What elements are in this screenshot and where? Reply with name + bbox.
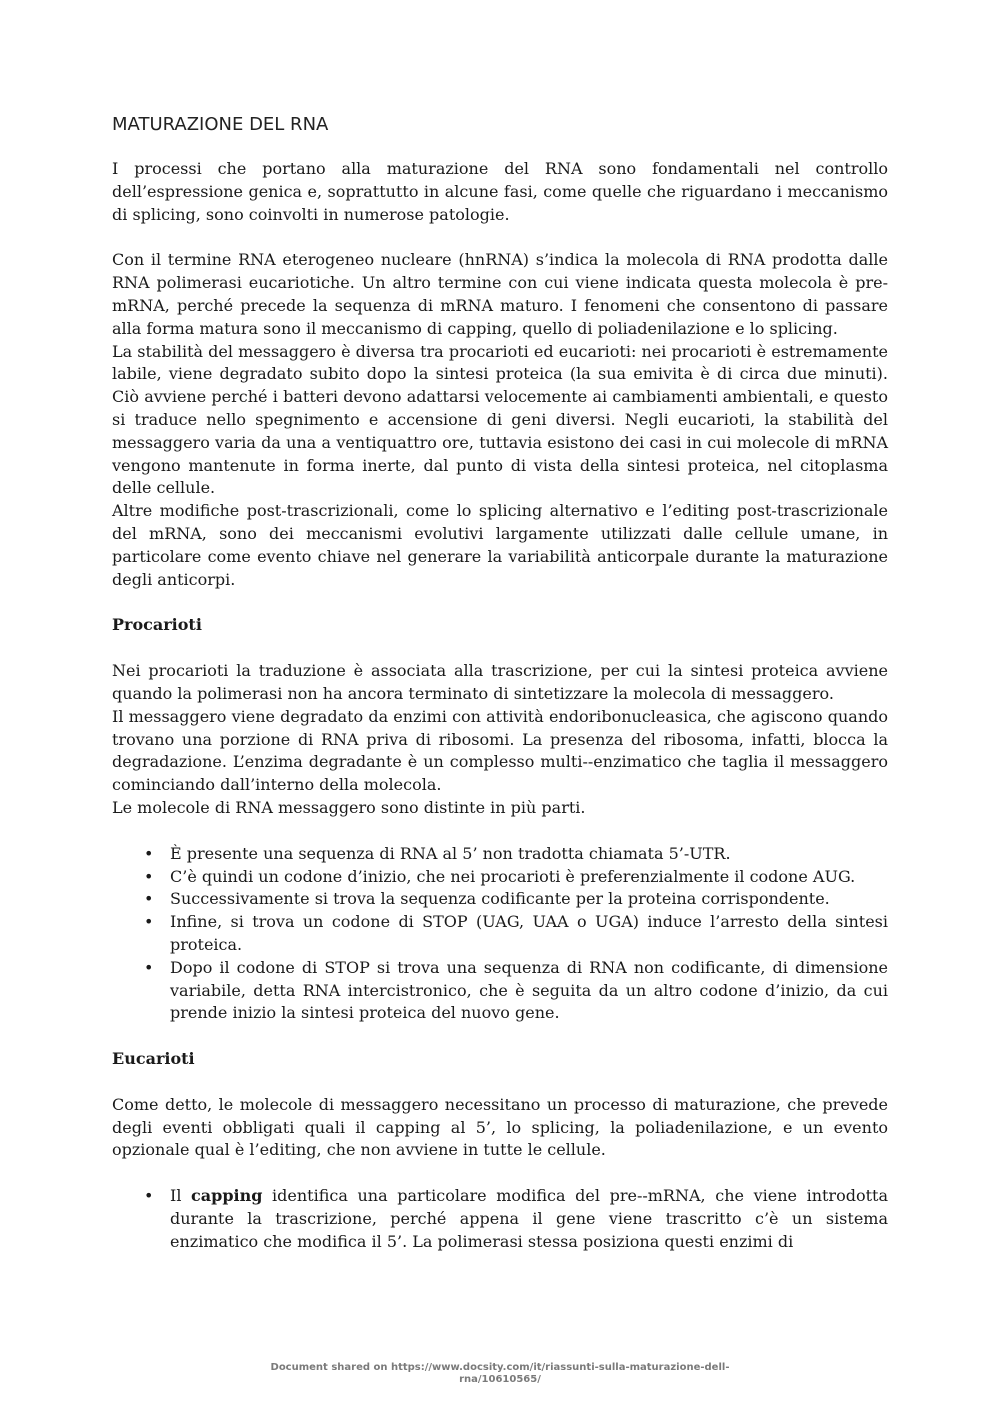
list-item-text: Infine, si trova un codone di STOP (UAG, UAA o UGA) induce l’arresto della sintesi proteica.: [170, 912, 888, 954]
spacer: [112, 226, 888, 249]
list-item: [144, 957, 888, 1025]
spacer: [112, 820, 888, 843]
eucarioti-bullet-list: [112, 1185, 888, 1253]
procarioti-paragraph: Le molecole di RNA messaggero sono distinte in più parti.: [112, 797, 586, 817]
procarioti-bullet-list: [112, 843, 888, 1025]
bullet-icon: •: [144, 866, 154, 886]
spacer: [112, 1162, 888, 1185]
list-item-text: Successivamente si trova la sequenza codificante per la proteina corrispondente.: [170, 889, 830, 909]
list-item-text: C’è quindi un codone d’inizio, che nei procarioti è preferenzialmente il codone AUG.: [170, 866, 856, 886]
list-item-text: È presente una sequenza di RNA al 5’ non tradotta chiamata 5’-UTR.: [170, 843, 731, 863]
hnrna-paragraph: Con il termine RNA eterogeneo nucleare (hnRNA) s’indica la molecola di RNA prodotta dalle RNA polimerasi eucariotiche. Un altro termine con cui viene indicata questa molecola è pre-mRNA, perché precede la sequenza di mRNA maturo. I fenomeni che consentono di passare alla forma matura sono il meccanismo di capping, quello di poliadenilazione e lo splicing.: [112, 250, 888, 338]
spacer: [112, 1071, 888, 1094]
spacer: [112, 1025, 888, 1048]
document-footer: [0, 1362, 1000, 1386]
document-title: MATURAZIONE DEL RNA: [112, 114, 329, 135]
intro-paragraph: I processi che portano alla maturazione del RNA sono fondamentali nel controllo dell’espressione genica e, soprattutto in alcune fasi, come quelle che riguardano i meccanismo di splicing, sono coinvolti in numerose patologie.: [112, 159, 888, 224]
bullet-icon: •: [144, 889, 154, 909]
spacer: [112, 637, 888, 660]
stability-paragraph: La stabilità del messaggero è diversa tra procarioti ed eucarioti: nei procarioti è estremamente labile, viene degradato subito dopo la sintesi proteica (la sua emivita è di circa due minuti). Ciò avviene perché i batteri devono adattarsi velocemente ai cambiamenti ambientali, e questo si traduce nello spegnimento e accensione di geni diversi. Negli eucarioti, la stabilità del messaggero varia da una a ventiquattro ore, tuttavia esistono dei casi in cui molecole di mRNA vengono mantenute in forma inerte, dal punto di vista della sintesi proteica, nel citoplasma delle cellule.: [112, 341, 888, 498]
spacer: [112, 591, 888, 614]
capping-term: capping: [191, 1186, 263, 1206]
capping-prefix: Il: [170, 1186, 192, 1206]
procarioti-paragraph: Il messaggero viene degradato da enzimi con attività endoribonucleasica, che agiscono quando trovano una porzione di RNA priva di ribosomi. La presenza del ribosoma, infatti, blocca la degradazione. L’enzima degradante è un complesso multi--enzimatico che taglia il messaggero cominciando dall’interno della molecola.: [112, 706, 888, 795]
post-transcriptional-paragraph: Altre modifiche post-trascrizionali, come lo splicing alternativo e l’editing post-trascrizionale del mRNA, sono dei meccanismi evolutivi largamente utilizzati dalle cellule umane, in particolare come evento chiave nel generare la variabilità anticorpale durante la maturazione degli anticorpi.: [112, 501, 888, 589]
section-heading-eucarioti: Eucarioti: [112, 1049, 195, 1069]
bullet-icon: •: [144, 1186, 154, 1206]
bullet-icon: •: [144, 957, 154, 977]
section-heading-procarioti: Procarioti: [112, 615, 202, 635]
list-item: [144, 843, 888, 866]
footer-link-line[interactable]: Document shared on https://www.docsity.com/it/riassunti-sulla-maturazione-dell-: [270, 1362, 730, 1373]
procarioti-paragraph: Nei procarioti la traduzione è associata alla trascrizione, per cui la sintesi proteica avviene quando la polimerasi non ha ancora terminato di sintetizzare la molecola di messaggero.: [112, 661, 888, 703]
list-item: [144, 888, 888, 911]
capping-text: identifica una particolare modifica del pre--mRNA, che viene introdotta durante la trascrizione, perché appena il gene viene trascritto c’è un sistema enzimatico che modifica il 5’. La polimerasi stessa posiziona questi enzimi di: [170, 1186, 888, 1251]
document-page: [112, 112, 888, 1254]
eucarioti-paragraph: Come detto, le molecole di messaggero necessitano un processo di maturazione, che prevede degli eventi obbligati quali il capping al 5’, lo splicing, la poliadenilazione, e un evento opzionale qual è l’editing, che non avviene in tutte le cellule.: [112, 1094, 888, 1160]
bullet-icon: •: [144, 843, 154, 863]
list-item: [144, 1185, 888, 1253]
footer-link-line[interactable]: rna/10610565/: [459, 1374, 541, 1385]
bullet-icon: •: [144, 912, 154, 932]
list-item: [144, 866, 888, 889]
list-item: [144, 911, 888, 957]
list-item-text: Dopo il codone di STOP si trova una sequenza di RNA non codificante, di dimensione variabile, detta RNA intercistronico, che è seguita da un altro codone d’inizio, da cui prende inizio la sintesi proteica del nuovo gene.: [170, 957, 888, 1023]
